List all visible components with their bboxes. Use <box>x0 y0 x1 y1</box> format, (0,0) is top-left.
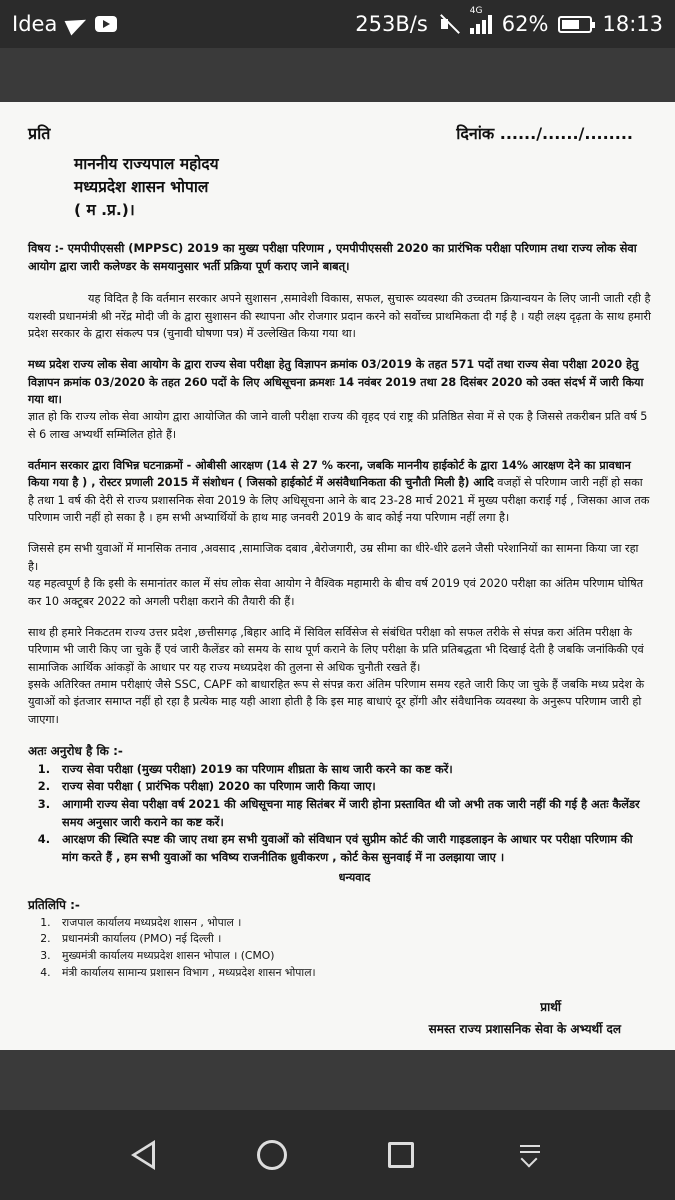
battery-percent: 62% <box>501 12 549 36</box>
thanks-text: धन्यवाद <box>338 870 371 884</box>
navigation-bar <box>0 1110 675 1200</box>
paragraph-comparison: साथ ही हमारे निकटतम राज्य उत्तर प्रदेश ,छत्तीसगढ़ ,बिहार आदि में सिविल सर्विसेज से संबंधित परीक्षा को सफल तरीके से संपन्न करा अंतिम परीक्षा के परिणाम भी जारी किए जा चुके हैं एवं जारी कैलेंडर को समय के साथ पूर्ण कराने के लिए परीक्षा के प्रति प्रतिबद्धता भी दिखाई देती है जबकि जनांकिकी एवं सामाजिक आर्थिक आंकड़ों के आधार पर यह राज्य मध्यप्रदेश की तुलना से अधिक चुनौती रखते हैं। इसके अतिरिक्त तमाम परीक्षाएं जैसे SSC, CAPF को बाधारहित रूप से संपन्न करा अंतिम परिणाम समय रहते जारी किए जा चुके हैं जबकि मध्य प्रदेश के युवाओं को इंतजार समाप्त नहीं हो रहा है प्रत्येक माह यही आशा होती है कि इस माह बाधाएं दूर होंगी और संवैधानिक व्यवस्था के अनुरूप परिणाम जारी हो जाएगा। <box>28 625 645 726</box>
clock: 18:13 <box>602 12 663 36</box>
list-item: 1. राज्य सेवा परीक्षा (मुख्य परीक्षा) 2019 का परिणाम शीघ्रता के साथ जारी करने का कष्ट करें। <box>54 761 651 779</box>
cc-list <box>54 915 651 982</box>
applicant-label: प्रार्थी <box>540 999 561 1014</box>
telegram-icon <box>65 13 90 36</box>
list-item: 3. मुख्यमंत्री कार्यालय मध्यप्रदेश शासन भोपाल । (CMO) <box>54 948 651 965</box>
to-label: प्रति <box>28 124 51 143</box>
list-item: 2. प्रधानमंत्री कार्यालय (PMO) नई दिल्ली । <box>54 931 651 948</box>
address-line: मध्यप्रदेश शासन भोपाल <box>74 178 209 197</box>
subject-line: विषय :- एमपीपीएससी (MPPSC) 2019 का मुख्य परीक्षा परिणाम , एमपीपीएससी 2020 का प्रारंभिक परीक्षा परिणाम तथा राज्य लोक सेवा आयोग द्वारा जारी कलेण्डर के समयानुसार भर्ती प्रक्रिया पूर्ण कराए जाने बाबत्। <box>28 240 637 274</box>
address-line: माननीय राज्यपाल महोदय <box>74 154 219 173</box>
network-type: 4G <box>469 6 483 16</box>
recent-apps-icon[interactable] <box>388 1142 414 1168</box>
address-line: ( म .प्र.)। <box>74 201 135 220</box>
list-item: 2. राज्य सेवा परीक्षा ( प्रारंभिक परीक्षा) 2020 का परिणाम जारी किया जाए। <box>54 778 651 796</box>
signal-icon <box>469 6 492 34</box>
request-list <box>54 761 651 867</box>
recipient-address <box>74 153 651 223</box>
list-item: 1. राजपाल कार्यालय मध्यप्रदेश शासन , भोपाल । <box>54 915 651 932</box>
signature-block <box>28 996 651 1042</box>
paragraph-notification: मध्य प्रदेश राज्य लोक सेवा आयोग के द्वारा राज्य सेवा परीक्षा हेतु विज्ञापन क्रमांक 03/2019 के तहत 571 पदों तथा राज्य सेवा परीक्षा 2020 हेतु विज्ञापन क्रमांक 03/2020 के तहत 260 पदों के लिए अधिसूचना क्रमशः 14 नवंबर 2019 तथा 28 दिसंबर 2020 को उक्त संदर्भ में जारी किया गया था। ज्ञात हो कि राज्य लोक सेवा आयोग द्वारा आयोजित की जाने वाली परीक्षा राज्य की वृहद एवं राष्ट्र की प्रतिष्ठित सेवा में से एक है जिससे तकरीबन प्रति वर्ष 5 से 6 लाख अभ्यर्थी सम्मिलित होते हैं। <box>28 358 648 441</box>
viewer-toolbar <box>0 48 675 102</box>
paragraph-intro: यह विदित है कि वर्तमान सरकार अपने सुशासन ,समावेशी विकास, सफल, सुचारू व्यवस्था की उच्चतम क्रियान्वयन के लिए जानी जाती रही है यशस्वी प्रधानमंत्री श्री नरेंद्र मोदी जी के द्वारा सुशासन की स्थापना और रोजगार प्रदान करने को सर्वोच्च प्राथमिकता दी गई है । यही लक्ष्य दृढ़ता के साथ हमारी प्रदेश सरकार के द्वारा संकल्प पत्र (चुनावी घोषणा पत्र) में उल्लेखित किया गया था। <box>28 292 651 340</box>
home-icon[interactable] <box>257 1140 287 1170</box>
notification-pull-icon[interactable] <box>516 1141 544 1169</box>
list-item: 4. आरक्षण की स्थिति स्पष्ट की जाए तथा हम सभी युवाओं को संविधान एवं सुप्रीम कोर्ट की जारी गाइडलाइन के आधार पर परीक्षा परिणाम की मांग करते हैं , हम सभी युवाओं का भविष्य राजनीतिक ध्रुवीकरण , कोर्ट केस सुनवाई में ना उलझाया जाए । <box>54 831 651 866</box>
paragraph-delay: वर्तमान सरकार द्वारा विभिन्न घटनाक्रमों - ओबीसी आरक्षण (14 से 27 % करना, जबकि माननीय हाईकोर्ट के द्वारा 14% आरक्षण देने का प्रावधान किया गया है ) , रोस्टर प्रणाली 2015 में संशोधन ( जिसको हाईकोर्ट में असंवैधानिकता की चुनौती मिली है) आदि वजहों से परिणाम जारी नहीं हो सका है तथा 1 वर्ष की देरी से राज्य प्रशासनिक सेवा 2019 के लिए अधिसूचना आने के बाद 23-28 मार्च 2021 में मुख्य परीक्षा कराई गई , जिसका आज तक परिणाम जारी नहीं हो सका है । हम सभी अभ्यार्थियों के हाथ माह जनवरी 2019 के बाद कोई नया परिणाम नहीं लगा है। <box>28 459 650 525</box>
viewer-bottom-bar <box>0 1050 675 1110</box>
list-item: 4. मंत्री कार्यालय सामान्य प्रशासन विभाग , मध्यप्रदेश शासन भोपाल। <box>54 965 651 982</box>
carrier-label: Idea <box>12 12 58 36</box>
back-icon[interactable] <box>131 1140 155 1170</box>
mute-icon <box>438 13 460 35</box>
youtube-icon <box>95 16 117 32</box>
battery-icon <box>558 16 592 33</box>
signatory: समस्त राज्य प्रशासनिक सेवा के अभ्यर्थी दल <box>428 1022 621 1037</box>
request-heading: अतः अनुरोध है कि :- <box>28 744 123 759</box>
paragraph-stress: जिससे हम सभी युवाओं में मानसिक तनाव ,अवसाद ,सामाजिक दबाव ,बेरोजगारी, उम्र सीमा का धीरे-धीरे ढलने जैसी परेशानियों का सामना किया जा रहा है। यह महत्वपूर्ण है कि इसी के समानांतर काल में संघ लोक सेवा आयोग ने वैश्विक महामारी के बीच वर्ष 2019 एवं 2020 परीक्षा का अंतिम परिणाम घोषित कर 10 अक्टूबर 2022 को अगली परीक्षा कराने की तैयारी की हैं। <box>28 542 644 608</box>
letter-document <box>0 102 675 1050</box>
net-speed: 253B/s <box>355 12 428 36</box>
status-bar <box>0 0 675 48</box>
cc-heading: प्रतिलिपि :- <box>28 898 80 913</box>
date-field: दिनांक ....../....../........ <box>456 124 633 143</box>
list-item: 3. आगामी राज्य सेवा परीक्षा वर्ष 2021 की अधिसूचना माह सितंबर में जारी होना प्रस्तावित थी जो अभी तक जारी नहीं की गई है अतः कैलेंडर समय अनुसार जारी कराने का कष्ट करें। <box>54 796 651 831</box>
